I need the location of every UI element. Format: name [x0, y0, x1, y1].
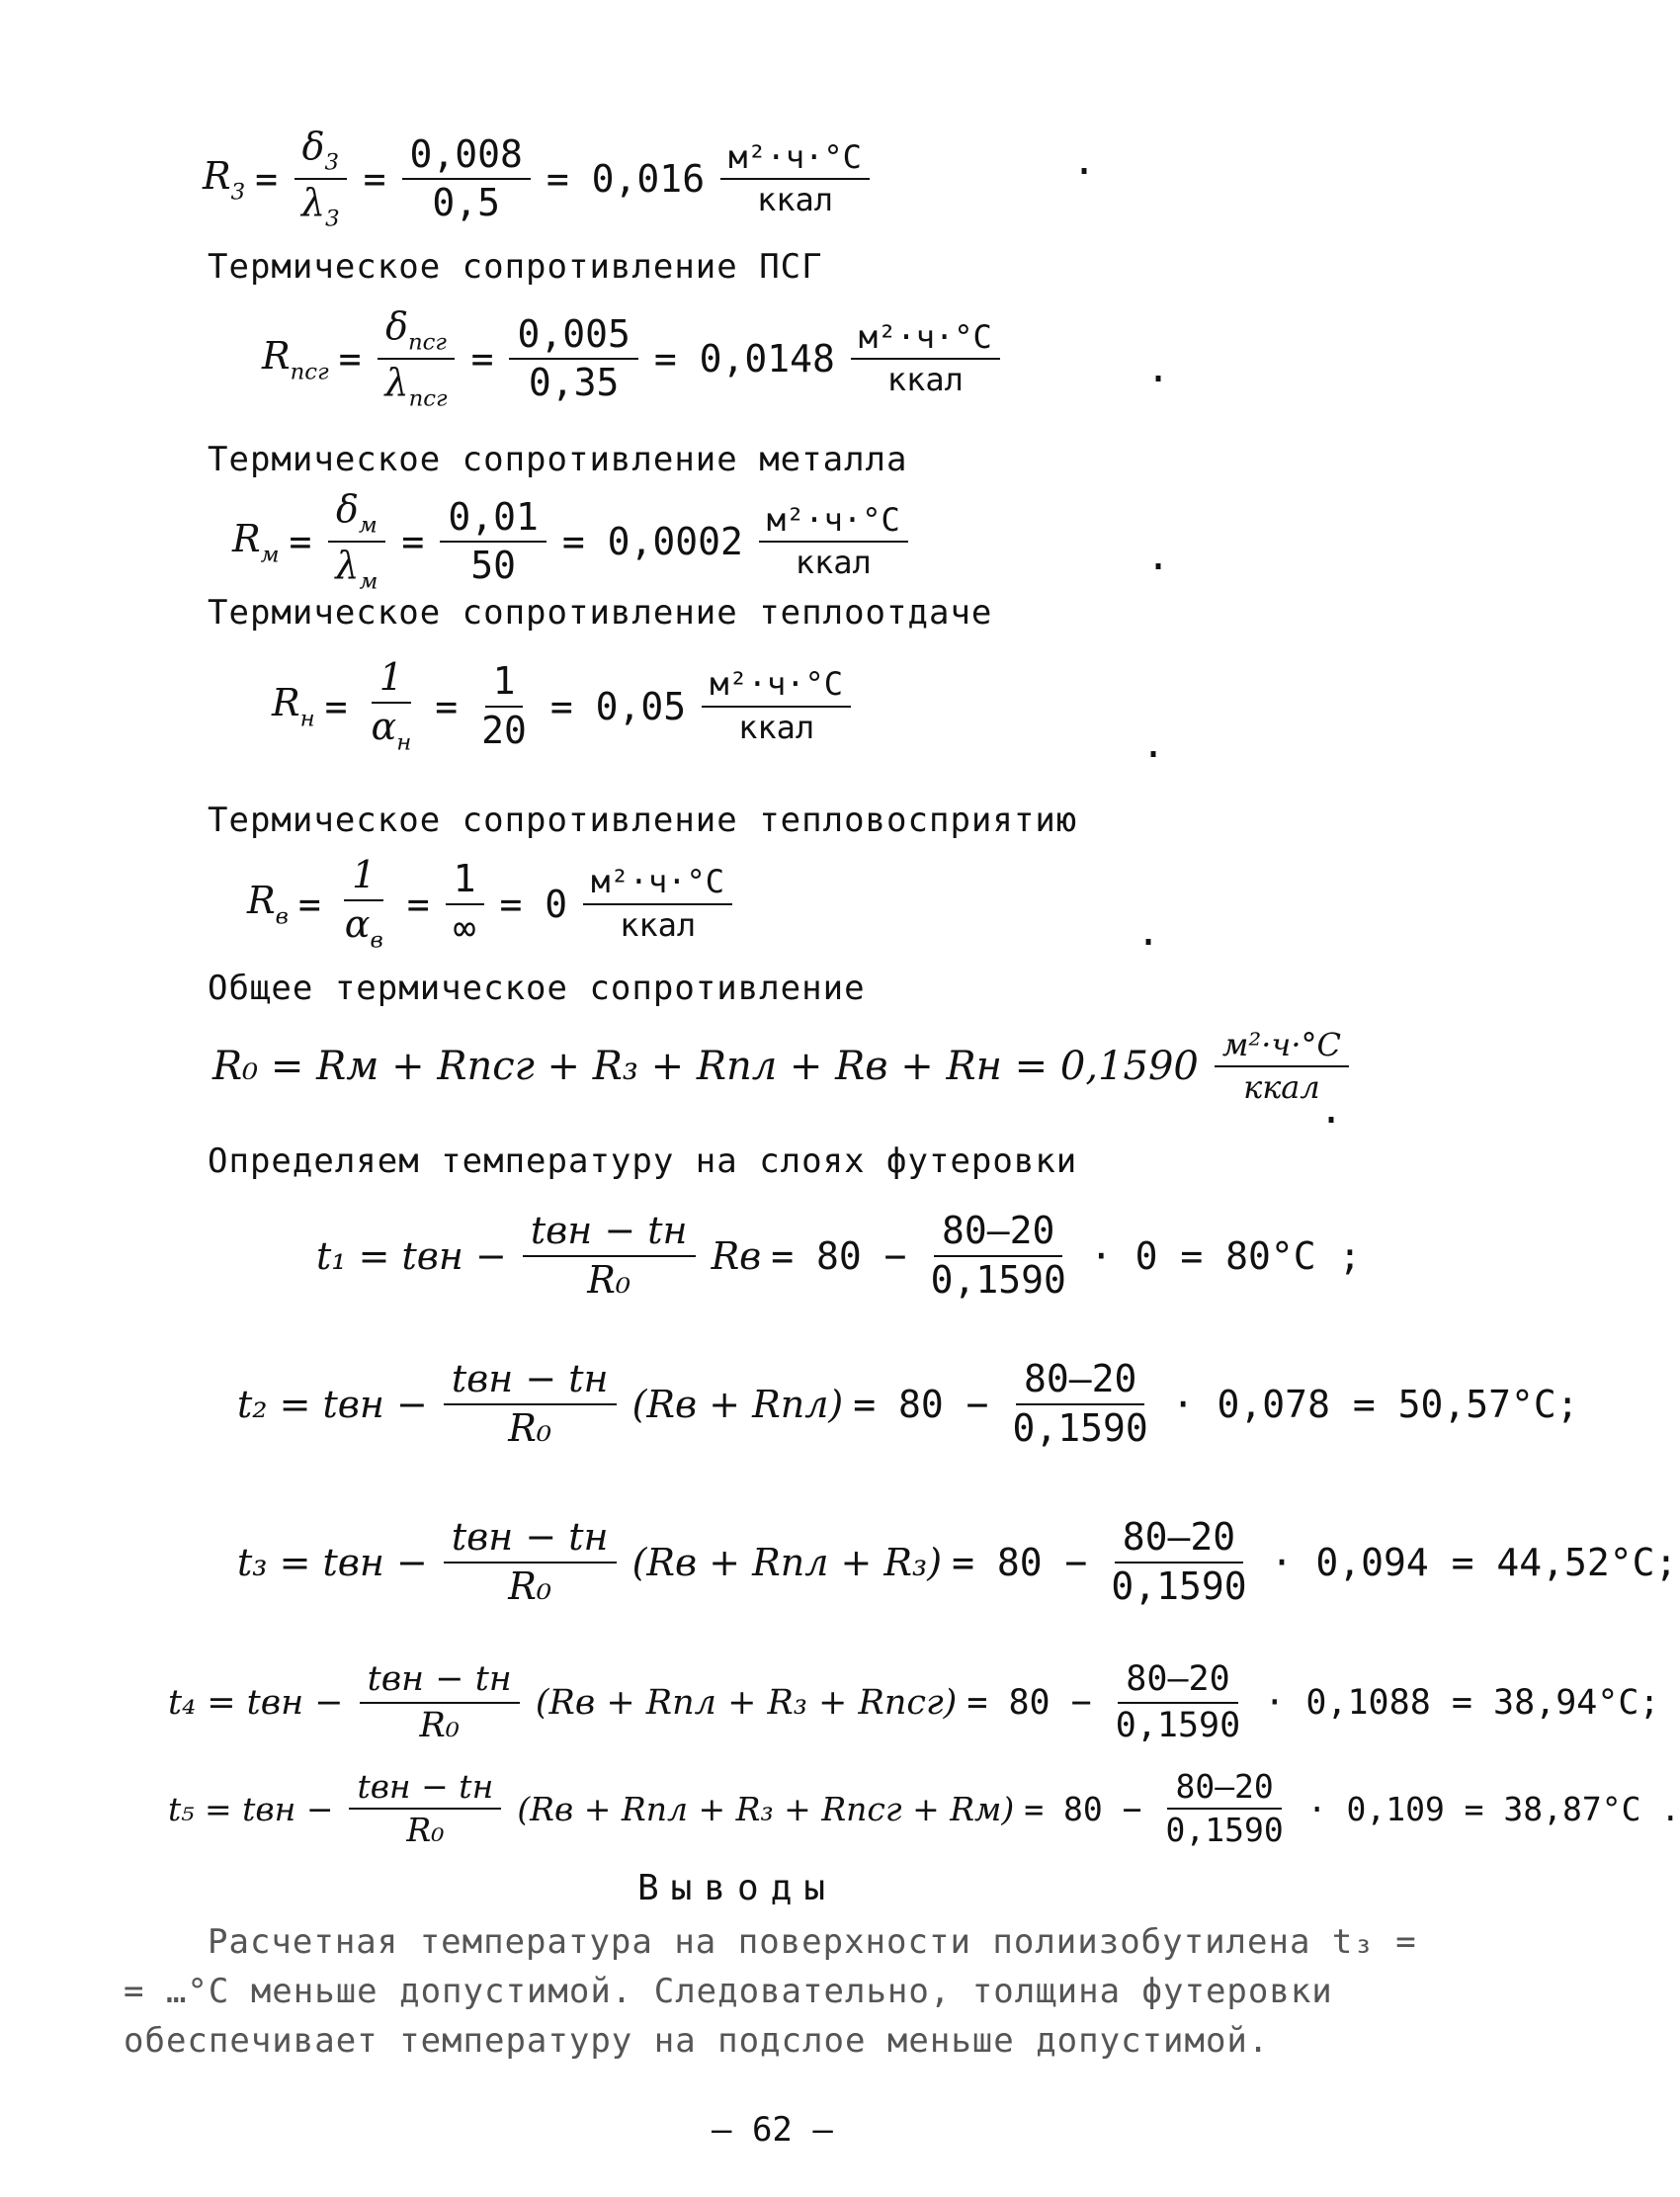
rpsg-lhs-sub: псг — [290, 358, 329, 384]
t2-lhs: t₂ = tвн − — [237, 1382, 428, 1426]
t4-frac-num: tвн − tн — [360, 1660, 520, 1704]
rpsg-unit-den: ккал — [886, 361, 964, 399]
rm-symbol-fraction — [327, 489, 385, 595]
t2-val-den: 0,1590 — [1012, 1405, 1148, 1450]
rn-value-fraction — [473, 658, 535, 752]
rpsg-val-den: 0,35 — [528, 361, 620, 405]
t4-symbol-fraction — [360, 1660, 520, 1744]
t1-tail: · 0 = 80°С ; — [1089, 1233, 1362, 1278]
rm-unit-num: м²·ч·°С — [759, 503, 908, 543]
r0-expression: R₀ = Rм + Rпсг + R₃ + Rпл + Rв + Rн = 0,1590 — [212, 1044, 1199, 1090]
rv-val-den: ∞ — [453, 905, 476, 950]
t5-symbol-fraction — [349, 1769, 501, 1849]
rm-frac-num: δ — [336, 487, 359, 531]
r3-lhs-sub: 3 — [230, 178, 246, 205]
t4-frac-den: R₀ — [419, 1705, 460, 1745]
conclusion-line-2: = …°С меньше допустимой. Следовательно, толщина футеровки — [124, 1972, 1333, 2011]
rv-unit-num: м²·ч·°С — [583, 865, 732, 904]
t1-frac-num: tвн − tн — [523, 1211, 696, 1257]
conclusions-heading: Выводы — [637, 1868, 838, 1908]
rv-lhs: R — [247, 878, 276, 922]
t1-frac-den: R₀ — [587, 1257, 631, 1302]
t2-factor: (Rв + Rпл) — [631, 1382, 844, 1426]
rpsg-unit-num: м²·ч·°С — [851, 320, 1000, 360]
t5-factor: (Rв + Rпл + R₃ + Rпсг + Rм) — [517, 1789, 1015, 1828]
rv-lhs-sub: в — [275, 903, 289, 930]
rv-val-num: 1 — [446, 859, 484, 905]
rm-lhs: R — [232, 516, 261, 560]
heat-in-label: Термическое сопротивление тепловосприятию — [208, 801, 1078, 840]
r3-unit-den: ккал — [756, 181, 834, 219]
r0-unit-den: ккал — [1243, 1068, 1320, 1107]
temp-label: Определяем температуру на слоях футеровки — [208, 1141, 1078, 1181]
t3-symbol-fraction — [444, 1517, 617, 1608]
t5-tail: · 0,109 = 38,87°С . — [1306, 1789, 1680, 1828]
rn-lhs: R — [272, 680, 300, 724]
rn-unit-num: м²·ч·°С — [702, 667, 851, 707]
equation-t5 — [168, 1769, 1680, 1849]
t1-val-den: 0,1590 — [930, 1257, 1066, 1302]
rv-frac-den-sub: в — [370, 927, 383, 954]
rpsg-frac-den-sub: псг — [408, 385, 448, 412]
r3-val-num: 0,008 — [402, 134, 531, 181]
rpsg-value-fraction — [509, 311, 637, 405]
total-label: Общее термическое сопротивление — [208, 969, 866, 1008]
rn-lhs-sub: н — [299, 706, 315, 732]
t3-val-num: 80–20 — [1115, 1517, 1243, 1563]
t5-frac-num: tвн − tн — [349, 1769, 501, 1810]
t2-frac-den: R₀ — [508, 1405, 552, 1450]
t1-mid: = 80 − — [771, 1233, 907, 1278]
rpsg-frac-den: λ — [384, 361, 409, 405]
r3-frac-num-sub: 3 — [324, 149, 340, 176]
r3-frac-den-sub: 3 — [325, 206, 340, 232]
metal-label: Термическое сопротивление металла — [208, 440, 908, 479]
heat-out-label: Термическое сопротивление теплоотдаче — [208, 593, 993, 633]
t4-tail: · 0,1088 = 38,94°С; — [1264, 1682, 1660, 1723]
t3-tail: · 0,094 = 44,52°С; — [1270, 1540, 1678, 1584]
rm-frac-num-sub: м — [358, 512, 378, 539]
t3-val-den: 0,1590 — [1111, 1563, 1247, 1608]
t5-mid: = 80 − — [1024, 1789, 1142, 1828]
rm-unit — [759, 503, 908, 580]
t3-frac-den: R₀ — [508, 1563, 552, 1608]
rpsg-symbol-fraction — [378, 306, 456, 412]
rn-end-dot: . — [1141, 721, 1166, 767]
t3-factor: (Rв + Rпл + R₃) — [631, 1540, 943, 1584]
rn-result: = 0,05 — [549, 684, 687, 728]
r3-frac-num: δ — [301, 125, 325, 168]
conclusion-line-1: Расчетная температура на поверхности полиизобутилена t₃ = — [208, 1922, 1417, 1962]
t2-tail: · 0,078 = 50,57°С; — [1171, 1382, 1579, 1426]
rpsg-val-num: 0,005 — [509, 314, 637, 361]
t5-val-num: 80–20 — [1167, 1769, 1281, 1810]
rv-value-fraction — [446, 856, 484, 950]
t1-lhs: t₁ = tвн − — [316, 1233, 507, 1278]
equation-rv: $R_в$ = $\frac{1}{\alpha_в}$ = $\frac{1}{\infty}$ = 0 $\frac{\text{м²·ч·°С}}{\text{ккал}}$ — [247, 855, 738, 953]
rm-val-num: 0,01 — [440, 497, 546, 544]
t3-mid: = 80 − — [952, 1540, 1088, 1584]
t4-lhs: t₄ = tвн − — [168, 1682, 344, 1723]
r3-result: = 0,016 — [546, 157, 706, 202]
t4-mid: = 80 − — [966, 1682, 1092, 1723]
t2-frac-num: tвн − tн — [444, 1359, 617, 1405]
rn-symbol-fraction — [364, 657, 420, 755]
equation-t1 — [316, 1211, 1361, 1302]
t4-value-fraction — [1108, 1660, 1248, 1744]
rv-frac-den: α — [344, 901, 371, 946]
t1-factor: Rв — [711, 1233, 762, 1278]
t1-val-num: 80–20 — [934, 1211, 1062, 1257]
r3-lhs: R — [203, 153, 231, 198]
t2-value-fraction — [1005, 1359, 1156, 1450]
r3-unit-num: м²·ч·°С — [720, 140, 870, 180]
rm-end-dot: . — [1146, 534, 1171, 579]
equation-t2 — [237, 1359, 1579, 1450]
rn-frac-den-sub: н — [396, 729, 412, 756]
rn-val-num: 1 — [485, 661, 524, 708]
rn-unit-den: ккал — [738, 708, 815, 746]
r3-unit — [720, 140, 870, 217]
rm-lhs-sub: м — [260, 541, 280, 567]
t2-symbol-fraction — [444, 1359, 617, 1450]
t2-val-num: 80–20 — [1016, 1359, 1144, 1405]
rm-frac-den: λ — [335, 544, 360, 588]
t4-val-den: 0,1590 — [1115, 1705, 1241, 1745]
rn-unit — [702, 667, 851, 744]
page-number: – 62 – — [712, 2110, 833, 2150]
t5-val-den: 0,1590 — [1165, 1811, 1284, 1850]
conclusion-line-3: обеспечивает температуру на подслое меньше допустимой. — [124, 2021, 1270, 2061]
rm-unit-den: ккал — [795, 544, 872, 582]
rn-frac-den: α — [371, 704, 397, 748]
t1-value-fraction — [923, 1211, 1074, 1302]
rn-frac-num: 1 — [372, 657, 411, 704]
rm-value-fraction — [440, 494, 546, 588]
rpsg-unit — [851, 320, 1000, 397]
equation-rpsg: $R_{псг}$ = $\frac{\delta_{псг}}{\lambda_{псг}}$ = $\frac{0,005}{0,35}$ = 0,0148 $\frac{\text{м²·ч·°С}}{\text{ккал}}$ — [262, 306, 1006, 412]
t4-factor: (Rв + Rпл + R₃ + Rпсг) — [535, 1682, 958, 1723]
equation-rn: $R_н$ = $\frac{1}{\alpha_н}$ = $\frac{1}{20}$ = 0,05 $\frac{\text{м²·ч·°С}}{\text{ккал}}$ — [272, 657, 857, 755]
rv-frac-num: 1 — [344, 855, 383, 901]
rpsg-frac-num-sub: псг — [407, 329, 447, 356]
rv-result: = 0 — [499, 882, 568, 926]
rm-frac-den-sub: м — [359, 568, 378, 595]
rpsg-result: = 0,0148 — [653, 337, 835, 381]
equation-t3 — [237, 1517, 1677, 1608]
t5-value-fraction — [1158, 1769, 1292, 1849]
equation-r0 — [212, 1028, 1355, 1105]
rpsg-end-dot: . — [1146, 346, 1171, 391]
rv-end-dot: . — [1136, 909, 1161, 955]
rm-val-den: 50 — [470, 544, 516, 588]
r3-end-dot: . — [1072, 138, 1097, 184]
rn-val-den: 20 — [481, 708, 527, 752]
t5-frac-den: R₀ — [406, 1811, 445, 1850]
t3-lhs: t₃ = tвн − — [237, 1540, 428, 1584]
rv-unit-den: ккал — [620, 905, 697, 944]
r3-frac-den: λ — [301, 181, 326, 225]
rpsg-lhs: R — [262, 333, 291, 378]
rpsg-frac-num: δ — [385, 304, 408, 348]
r3-symbol-fraction — [294, 127, 348, 232]
t1-symbol-fraction — [523, 1211, 696, 1302]
t5-lhs: t₅ = tвн − — [168, 1789, 334, 1828]
r0-unit-num: м²·ч·°С — [1215, 1028, 1349, 1067]
rm-result: = 0,0002 — [561, 520, 743, 564]
r0-end-dot: . — [1319, 1087, 1344, 1133]
equation-rm: $R_м$ = $\frac{\delta_м}{\lambda_м}$ = $\frac{0,01}{50}$ = 0,0002 $\frac{\text{м²·ч·°С}}{\text{ккал}}$ — [232, 489, 914, 595]
r3-val-den: 0,5 — [432, 181, 501, 225]
psg-label: Термическое сопротивление ПСГ — [208, 247, 823, 287]
r3-value-fraction — [402, 131, 531, 225]
t2-mid: = 80 − — [853, 1382, 989, 1426]
rv-unit — [583, 865, 732, 942]
t4-val-num: 80–20 — [1118, 1660, 1237, 1704]
rv-symbol-fraction — [337, 855, 391, 953]
t3-frac-num: tвн − tн — [444, 1517, 617, 1563]
equation-t4 — [168, 1660, 1660, 1744]
t3-value-fraction — [1103, 1517, 1254, 1608]
equation-r3: $R_3$ = $\frac{\delta_3}{\lambda_3}$ = $\frac{0,008}{0,5}$ = 0,016 $\frac{\text{м²·ч·°С}}{\text{ккал}}$ — [203, 127, 876, 232]
